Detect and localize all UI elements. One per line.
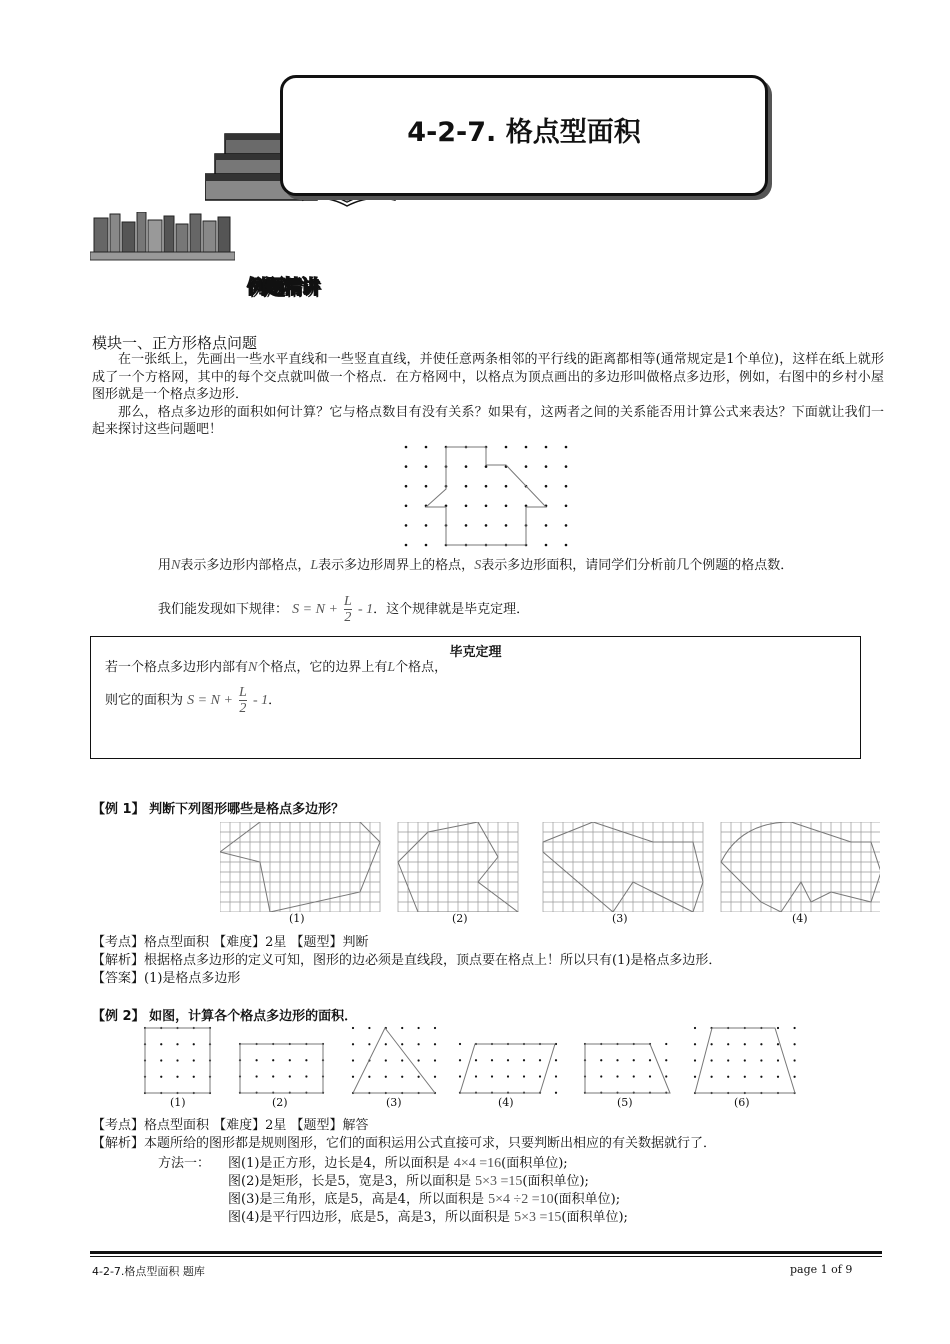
lattice-dot xyxy=(401,1059,403,1061)
lattice-dot xyxy=(744,1043,746,1045)
lattice-dot xyxy=(760,1076,762,1078)
lattice-dot xyxy=(434,1076,436,1078)
method-line-1: 图(1)是正方形，边长是4，所以面积是 4×4 =16(面积单位); xyxy=(228,1156,568,1171)
lattice-dot xyxy=(385,1059,387,1061)
lattice-dot xyxy=(507,1059,509,1061)
lattice-dot xyxy=(352,1043,354,1045)
lattice-dot xyxy=(352,1076,354,1078)
lattice-dot xyxy=(434,1059,436,1061)
lattice-dot xyxy=(385,1076,387,1078)
lattice-dot xyxy=(600,1059,602,1061)
lattice-dot xyxy=(665,1059,667,1061)
rule-line: 我们能发现如下规律： S = N + $\frac{L}{2}$ - 1．这个规律就是毕克定理． xyxy=(158,594,530,625)
lattice-dot xyxy=(760,1043,762,1045)
lattice-dot xyxy=(694,1076,696,1078)
section-banner: 例题精讲 xyxy=(247,276,320,298)
lattice-dot xyxy=(694,1027,696,1029)
lattice-dot xyxy=(649,1059,651,1061)
lattice-dot xyxy=(545,465,548,468)
example-1-answer: 【答案】(1)是格点多边形 xyxy=(92,971,241,986)
lattice-dot xyxy=(539,1059,541,1061)
fig2-2-rect xyxy=(240,1044,323,1093)
lattice-dot xyxy=(401,1027,403,1029)
lattice-dot xyxy=(434,1027,436,1029)
lattice-dot xyxy=(193,1076,195,1078)
lattice-dot xyxy=(485,524,488,527)
lattice-dot xyxy=(507,1075,509,1077)
lattice-dot xyxy=(465,524,468,527)
example-1-figures xyxy=(220,822,880,912)
lattice-dot xyxy=(193,1043,195,1045)
lattice-dot xyxy=(545,485,548,488)
lattice-dot xyxy=(711,1059,713,1061)
house-polygon xyxy=(426,447,546,545)
lattice-dot xyxy=(555,1092,557,1094)
lattice-dot xyxy=(777,1027,779,1029)
lattice-dot xyxy=(649,1075,651,1077)
lattice-dot xyxy=(565,446,568,449)
lattice-dot xyxy=(485,505,488,508)
intro-paragraph-1: 在一张纸上，先画出一些水平直线和一些竖直直线，并使任意两条相邻的平行线的距离都相等(通常规定是1个单位)，这样在纸上就形成了一个方格网，其中的每个交点就叫做一个格点．在方格网中，以格点为顶点画出的多边形叫做格点多边形，例如，右图中的乡村小屋图形就是一个格点多边形． xyxy=(92,352,884,402)
method-lines xyxy=(228,1155,628,1227)
section-title: 模块一、正方形格点问题 xyxy=(92,334,258,352)
intro-text xyxy=(92,351,884,439)
lattice-dot xyxy=(711,1076,713,1078)
lattice-dot xyxy=(491,1075,493,1077)
lattice-dot xyxy=(794,1043,796,1045)
ex1-caption-4: (4) xyxy=(792,912,808,925)
theorem-title: 毕克定理 xyxy=(449,645,502,660)
ex2-caption-3: (3) xyxy=(386,1096,402,1109)
lattice-dot xyxy=(485,465,488,468)
lattice-dot xyxy=(694,1043,696,1045)
lattice-dot xyxy=(505,524,508,527)
lattice-dot xyxy=(505,485,508,488)
lattice-dot xyxy=(418,1059,420,1061)
lattice-dot xyxy=(425,465,428,468)
method-line-3: 图(3)是三角形，底是5，高是4，所以面积是 5×4 ÷2 =10(面积单位); xyxy=(228,1192,621,1207)
lattice-dot xyxy=(405,524,408,527)
lattice-dot xyxy=(727,1043,729,1045)
lattice-dot xyxy=(777,1059,779,1061)
figure-4-polygon xyxy=(721,822,880,912)
lattice-dot xyxy=(744,1059,746,1061)
lattice-dot xyxy=(176,1043,178,1045)
example-1-heading: 【例 1】 判断下列图形哪些是格点多边形？ xyxy=(92,802,345,817)
method-line-2: 图(2)是矩形，长是5，宽是3，所以面积是 5×3 =15(面积单位); xyxy=(228,1174,589,1189)
lattice-dot xyxy=(545,524,548,527)
lattice-dot xyxy=(418,1043,420,1045)
lattice-dot xyxy=(600,1075,602,1077)
lattice-dot xyxy=(475,1075,477,1077)
lattice-dot xyxy=(352,1027,354,1029)
example-1-kaodian: 【考点】格点型面积 【难度】2星 【题型】判断 xyxy=(92,935,369,950)
footer-title: 4-2-7.格点型面积 题库 xyxy=(92,1265,205,1278)
lattice-dot xyxy=(665,1075,667,1077)
lattice-dot xyxy=(505,505,508,508)
lattice-dot xyxy=(368,1043,370,1045)
example-1-jiexi: 【解析】根据格点多边形的定义可知，图形的边必须是直线段，顶点要在格点上！所以只有(1)是格点多边形． xyxy=(92,953,722,968)
intro-paragraph-2: 那么，格点多边形的面积如何计算？它与格点数目有没有关系？如果有，这两者之间的关系能否用计算公式来表达？下面就让我们一起来探讨这些问题吧！ xyxy=(92,404,884,437)
lattice-dot xyxy=(405,446,408,449)
lattice-dot xyxy=(434,1043,436,1045)
ex2-caption-1: (1) xyxy=(170,1096,186,1109)
lattice-dot xyxy=(777,1043,779,1045)
ex1-caption-2: (2) xyxy=(452,912,468,925)
lattice-dot xyxy=(160,1059,162,1061)
lattice-dot xyxy=(485,485,488,488)
lattice-dot xyxy=(565,544,568,547)
bookshelf-icon xyxy=(90,212,235,262)
lattice-dot xyxy=(405,465,408,468)
lattice-dot xyxy=(425,544,428,547)
lattice-dot xyxy=(459,1059,461,1061)
theorem-box xyxy=(90,636,861,759)
lattice-dot xyxy=(465,465,468,468)
lattice-dot xyxy=(272,1059,274,1061)
lattice-dot xyxy=(539,1075,541,1077)
fig2-3-triangle xyxy=(353,1028,435,1093)
lattice-dot xyxy=(525,465,528,468)
lattice-dot xyxy=(633,1059,635,1061)
lattice-dot xyxy=(760,1059,762,1061)
lattice-dot xyxy=(176,1076,178,1078)
lattice-dot xyxy=(401,1043,403,1045)
theorem-fraction: $\frac{L}{2}$ xyxy=(239,685,247,716)
ex2-caption-2: (2) xyxy=(272,1096,288,1109)
lattice-dot xyxy=(523,1059,525,1061)
lattice-dot xyxy=(160,1043,162,1045)
ex1-caption-1: (1) xyxy=(289,912,305,925)
lattice-dot xyxy=(794,1059,796,1061)
lattice-dot xyxy=(405,544,408,547)
lattice-dot xyxy=(459,1075,461,1077)
page-title: 4-2-7. 格点型面积 xyxy=(407,117,641,148)
lattice-dot xyxy=(405,505,408,508)
lattice-dot xyxy=(405,485,408,488)
lattice-dot xyxy=(289,1075,291,1077)
lattice-dot xyxy=(555,1075,557,1077)
lattice-dot xyxy=(491,1059,493,1061)
lattice-dot xyxy=(272,1075,274,1077)
method-line-4: 图(4)是平行四边形，底是5，高是3，所以面积是 5×3 =15(面积单位); xyxy=(228,1210,628,1225)
fig2-5-trapezoid xyxy=(585,1044,670,1093)
lattice-dot xyxy=(256,1075,258,1077)
lattice-dot xyxy=(633,1075,635,1077)
lattice-dot xyxy=(794,1027,796,1029)
ex2-caption-4: (4) xyxy=(498,1096,514,1109)
lattice-dot xyxy=(176,1059,178,1061)
lattice-dot xyxy=(565,465,568,468)
lattice-dot xyxy=(505,446,508,449)
lattice-dot xyxy=(545,544,548,547)
lattice-dot xyxy=(305,1075,307,1077)
ex2-caption-6: (6) xyxy=(734,1096,750,1109)
ex1-caption-3: (3) xyxy=(612,912,628,925)
lattice-dot xyxy=(459,1043,461,1045)
lattice-dot xyxy=(256,1059,258,1061)
lattice-dot xyxy=(368,1076,370,1078)
lattice-dot xyxy=(565,505,568,508)
lattice-dot xyxy=(352,1059,354,1061)
page-number: page 1 of 9 xyxy=(790,1263,853,1276)
lattice-dot xyxy=(465,505,468,508)
title-box xyxy=(280,75,768,196)
example-2-heading: 【例 2】 如图，计算各个格点多边形的面积． xyxy=(92,1009,358,1024)
lattice-dot xyxy=(523,1075,525,1077)
lattice-dot xyxy=(160,1076,162,1078)
house-lattice-figure xyxy=(396,437,581,552)
lattice-dot xyxy=(711,1043,713,1045)
lattice-dot xyxy=(777,1076,779,1078)
lattice-dot xyxy=(727,1076,729,1078)
footer-rule xyxy=(90,1251,882,1254)
example-2-figures xyxy=(140,1023,800,1098)
theorem-line-2: 则它的面积为 S = N + $\frac{L}{2}$ - 1． xyxy=(105,685,282,716)
lattice-dot xyxy=(418,1076,420,1078)
lattice-dot xyxy=(727,1059,729,1061)
lattice-dot xyxy=(616,1059,618,1061)
lattice-dot xyxy=(425,485,428,488)
lattice-dot xyxy=(193,1059,195,1061)
example-2-kaodian: 【考点】格点型面积 【难度】2星 【题型】解答 xyxy=(92,1118,369,1133)
lattice-dot xyxy=(545,446,548,449)
lattice-dot xyxy=(465,485,468,488)
notation-text: 用N表示多边形内部格点，L表示多边形周界上的格点，S表示多边形面积，请同学们分析前几个例题的格点数． xyxy=(158,558,794,573)
lattice-dot xyxy=(565,485,568,488)
lattice-dot xyxy=(744,1076,746,1078)
rule-fraction: $\frac{L}{2}$ xyxy=(344,594,352,625)
lattice-dot xyxy=(418,1027,420,1029)
lattice-dot xyxy=(616,1075,618,1077)
ex2-caption-5: (5) xyxy=(617,1096,633,1109)
method-label: 方法一： xyxy=(158,1156,211,1171)
theorem-line-1: 若一个格点多边形内部有N个格点，它的边界上有L个格点， xyxy=(105,660,448,675)
lattice-dot xyxy=(289,1059,291,1061)
lattice-dot xyxy=(425,446,428,449)
lattice-dot xyxy=(385,1043,387,1045)
lattice-dot xyxy=(305,1059,307,1061)
lattice-dot xyxy=(425,524,428,527)
fig2-4-parallelogram xyxy=(460,1044,555,1093)
lattice-dot xyxy=(694,1059,696,1061)
footer-rule-thin xyxy=(90,1256,882,1257)
lattice-dot xyxy=(475,1059,477,1061)
lattice-dot xyxy=(565,524,568,527)
example-2-jiexi: 【解析】本题所给的图形都是规则图形，它们的面积运用公式直接可求，只要判断出相应的有关数据就行了． xyxy=(92,1136,717,1151)
lattice-dot xyxy=(368,1027,370,1029)
lattice-dot xyxy=(555,1059,557,1061)
lattice-dot xyxy=(525,446,528,449)
lattice-dot xyxy=(794,1076,796,1078)
lattice-dot xyxy=(665,1043,667,1045)
lattice-dot xyxy=(401,1076,403,1078)
